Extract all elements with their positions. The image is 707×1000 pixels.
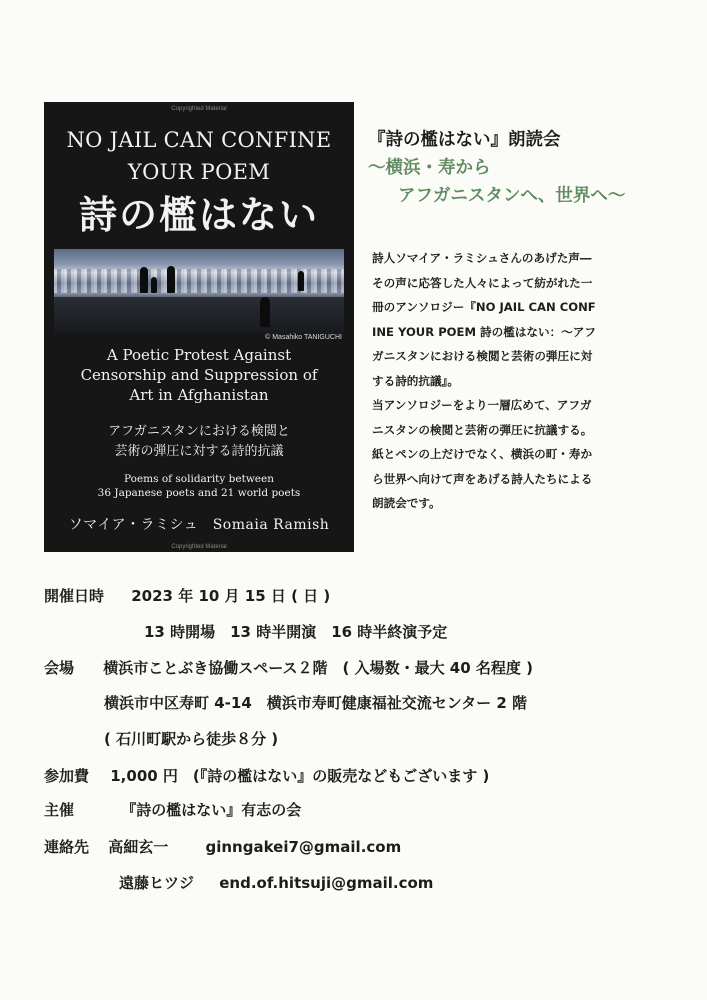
cover-solidarity-line1: Poems of solidarity between — [123, 473, 274, 485]
contact-row-1 — [44, 836, 401, 857]
venue-label: 会場 — [44, 659, 75, 677]
time-value: 13 時開場 13 時半開演 16 時半終演予定 — [144, 623, 448, 641]
photo-figure-distant — [298, 271, 304, 291]
description-line: その声に応答した人々によって紡がれた一 — [372, 275, 593, 290]
fee-value: 1,000 円 (『詩の檻はない』の販売などもございます ) — [110, 767, 490, 785]
cover-title-en — [44, 124, 354, 188]
date-value: 2023 年 10 月 15 日 ( 日 ) — [131, 587, 331, 605]
address-value: 横浜市中区寿町 4-14 横浜市寿町健康福祉交流センター 2 階 — [104, 694, 528, 712]
contact1-name: 高細玄一 — [108, 838, 169, 856]
description-line: 当アンソロジーをより一層広めて、アフガ — [372, 398, 592, 412]
description-line: ガニスタンにおける検閲と芸術の弾圧に対 — [372, 349, 593, 363]
cover-copyright-bottom: Copyrighted Material — [171, 544, 227, 550]
host-row — [44, 799, 301, 820]
cover-beach-photo — [54, 249, 344, 334]
cover-subtitle-en — [44, 345, 354, 405]
photo-figure-adult — [140, 267, 148, 293]
headline-subtitle-1: ～横浜・寿から — [368, 158, 491, 178]
cover-subtitle-en-line3: Art in Afghanistan — [129, 386, 269, 404]
photo-sand — [54, 297, 344, 334]
description-line: ニスタンの検閲と芸術の弾圧に抗議する。 — [372, 422, 593, 437]
contact2-email[interactable]: end.of.hitsuji@gmail.com — [219, 874, 434, 892]
cover-photo-credit: © Masahiko TANIGUCHI — [265, 334, 342, 341]
event-description — [372, 246, 687, 516]
venue-row — [44, 657, 533, 678]
event-headline — [368, 126, 698, 210]
cover-subtitle-en-line1: A Poetic Protest Against — [106, 346, 292, 364]
access-row — [104, 728, 278, 749]
host-value: 『詩の檻はない』有志の会 — [121, 801, 302, 819]
photo-figure-foreground — [260, 297, 270, 327]
book-cover-image — [44, 102, 354, 552]
venue-value: 横浜市ことぶき協働スペース２階 ( 入場数・最大 40 名程度 ) — [103, 659, 533, 677]
access-value: ( 石川町駅から徒歩８分 ) — [104, 730, 279, 748]
host-label: 主催 — [44, 801, 75, 819]
cover-title-ja: 詩の檻はない — [78, 192, 319, 237]
cover-copyright-top: Copyrighted Material — [171, 106, 227, 112]
contact-row-2 — [119, 872, 433, 893]
headline-subtitle-2: アフガニスタンへ、世界へ～ — [398, 186, 626, 206]
cover-author: ソマイア・ラミシュ Somaia Ramish — [68, 517, 330, 533]
contact1-email[interactable]: ginngakei7@gmail.com — [205, 838, 402, 856]
description-line: 朗読会です。 — [372, 496, 441, 510]
contact-label: 連絡先 — [44, 838, 90, 856]
description-line: する詩的抗議』。 — [372, 373, 459, 388]
time-row — [144, 621, 447, 642]
address-row — [104, 692, 527, 713]
photo-figure-adult-2 — [167, 266, 175, 293]
description-line: 紙とペンの上だけでなく、横浜の町・寿か — [372, 447, 593, 461]
cover-subtitle-ja-line2: 芸術の弾圧に対する詩的抗議 — [114, 444, 284, 459]
cover-title-en-line2: YOUR POEM — [127, 160, 271, 184]
date-label: 開催日時 — [44, 587, 105, 605]
fee-row — [44, 765, 489, 786]
description-line: INE YOUR POEM 詩の檻はない：～アフ — [372, 324, 596, 339]
contact2-name: 遠藤ヒツジ — [119, 874, 195, 892]
headline-title: 『詩の檻はない』朗読会 — [368, 130, 561, 150]
description-line: 冊のアンソロジー『NO JAIL CAN CONF — [372, 300, 596, 314]
description-line: 詩人ソマイア・ラミシュさんのあげた声― — [372, 251, 592, 265]
cover-subtitle-en-line2: Censorship and Suppression of — [80, 366, 318, 384]
cover-title-en-line1: NO JAIL CAN CONFINE — [66, 128, 332, 152]
cover-subtitle-ja — [44, 422, 354, 462]
date-row — [44, 585, 330, 606]
cover-solidarity-line2: 36 Japanese poets and 21 world poets — [97, 487, 301, 499]
photo-figure-child — [151, 277, 157, 293]
cover-subtitle-ja-line1: アフガニスタンにおける検閲と — [108, 424, 290, 439]
fee-label: 参加費 — [44, 767, 90, 785]
description-line: ら世界へ向けて声をあげる詩人たちによる — [372, 471, 593, 486]
cover-solidarity — [44, 472, 354, 500]
